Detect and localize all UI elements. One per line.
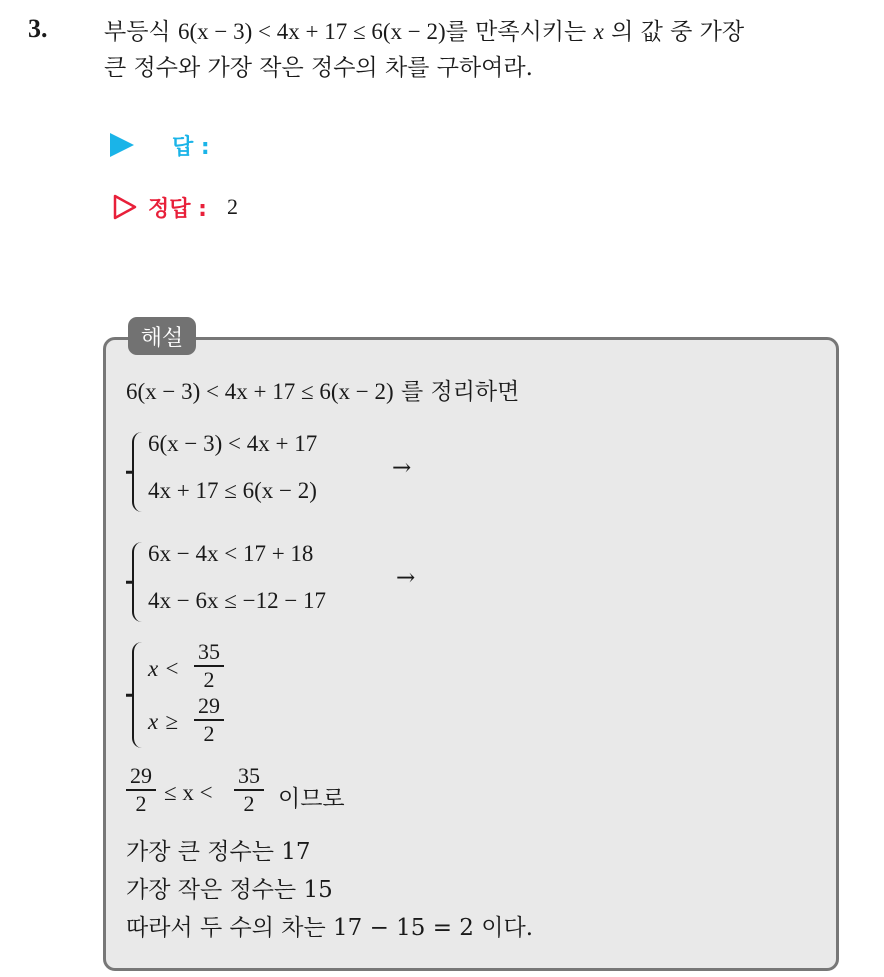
smallest-integer-line: 가장 작은 정수는 15 — [126, 877, 333, 903]
system-3-eq-2-lhs — [148, 709, 178, 735]
fraction-denominator: 2 — [135, 790, 147, 816]
answer-key-label: 정답 : — [148, 196, 207, 222]
largest-integer-line: 가장 큰 정수는 17 — [126, 839, 311, 865]
fraction-numerator: 29 — [130, 763, 152, 788]
system-2-arrow: → — [396, 565, 416, 591]
system-3-op-2: ≥ — [165, 709, 179, 734]
question-prefix: 부등식 — [104, 19, 178, 45]
fraction-denominator: 2 — [203, 720, 215, 746]
play-filled-icon — [110, 133, 134, 157]
answer-label: 답 : — [172, 134, 210, 160]
system-2-brace — [132, 542, 148, 622]
answer-key-value: 2 — [226, 194, 238, 219]
question-text — [104, 14, 874, 86]
solution-inequality: 6(x − 3) < 4x + 17 ≤ 6(x − 2) — [126, 379, 394, 404]
question-inequality: 6(x − 3) < 4x + 17 ≤ 6(x − 2) — [177, 19, 446, 44]
solution-line-1 — [126, 373, 519, 406]
system-1-eq-1: 6(x − 3) < 4x + 17 — [148, 431, 318, 456]
system-3-var-1: x — [148, 656, 159, 681]
fraction-29-over-2 — [194, 694, 224, 746]
fraction-numerator: 35 — [198, 639, 220, 664]
play-outline-icon — [112, 194, 138, 220]
question-mid: 를 만족시키는 — [445, 19, 594, 45]
fraction-35-over-2-right — [234, 764, 264, 816]
system-2-eq-2: 4x − 6x ≤ −12 − 17 — [148, 588, 327, 613]
fraction-35-over-2 — [194, 640, 224, 692]
solution-line-1-text: 를 정리하면 — [393, 379, 520, 405]
system-3-op-1: < — [165, 656, 179, 681]
question-line-2: 큰 정수와 가장 작은 정수의 차를 구하여라. — [104, 55, 533, 81]
inequality-text: 이므로 — [278, 786, 345, 812]
system-2-eq-1: 6x − 4x < 17 + 18 — [148, 541, 314, 566]
fraction-numerator: 35 — [238, 763, 260, 788]
system-1-eq-2: 4x + 17 ≤ 6(x − 2) — [148, 478, 317, 503]
answer-row — [110, 128, 210, 162]
system-1-arrow: → — [392, 455, 412, 481]
system-3-brace — [132, 642, 148, 748]
question-variable: x — [593, 19, 604, 44]
solution-tab: 해설 — [128, 317, 196, 355]
fraction-denominator: 2 — [243, 790, 255, 816]
fraction-numerator: 29 — [198, 693, 220, 718]
conclusion-line: 따라서 두 수의 차는 17 − 15 = 2 이다. — [126, 915, 533, 941]
question-suffix: 의 값 중 가장 — [603, 19, 745, 45]
question-number: 3. — [28, 14, 48, 43]
inequality-middle: ≤ x < — [164, 780, 213, 805]
question-line-1 — [104, 14, 874, 50]
fraction-denominator: 2 — [203, 666, 215, 692]
answer-key-row — [112, 190, 238, 224]
system-3-eq-1-lhs — [148, 656, 179, 682]
fraction-29-over-2-left — [126, 764, 156, 816]
system-1-brace — [132, 432, 148, 512]
system-3-var-2: x — [148, 709, 159, 734]
